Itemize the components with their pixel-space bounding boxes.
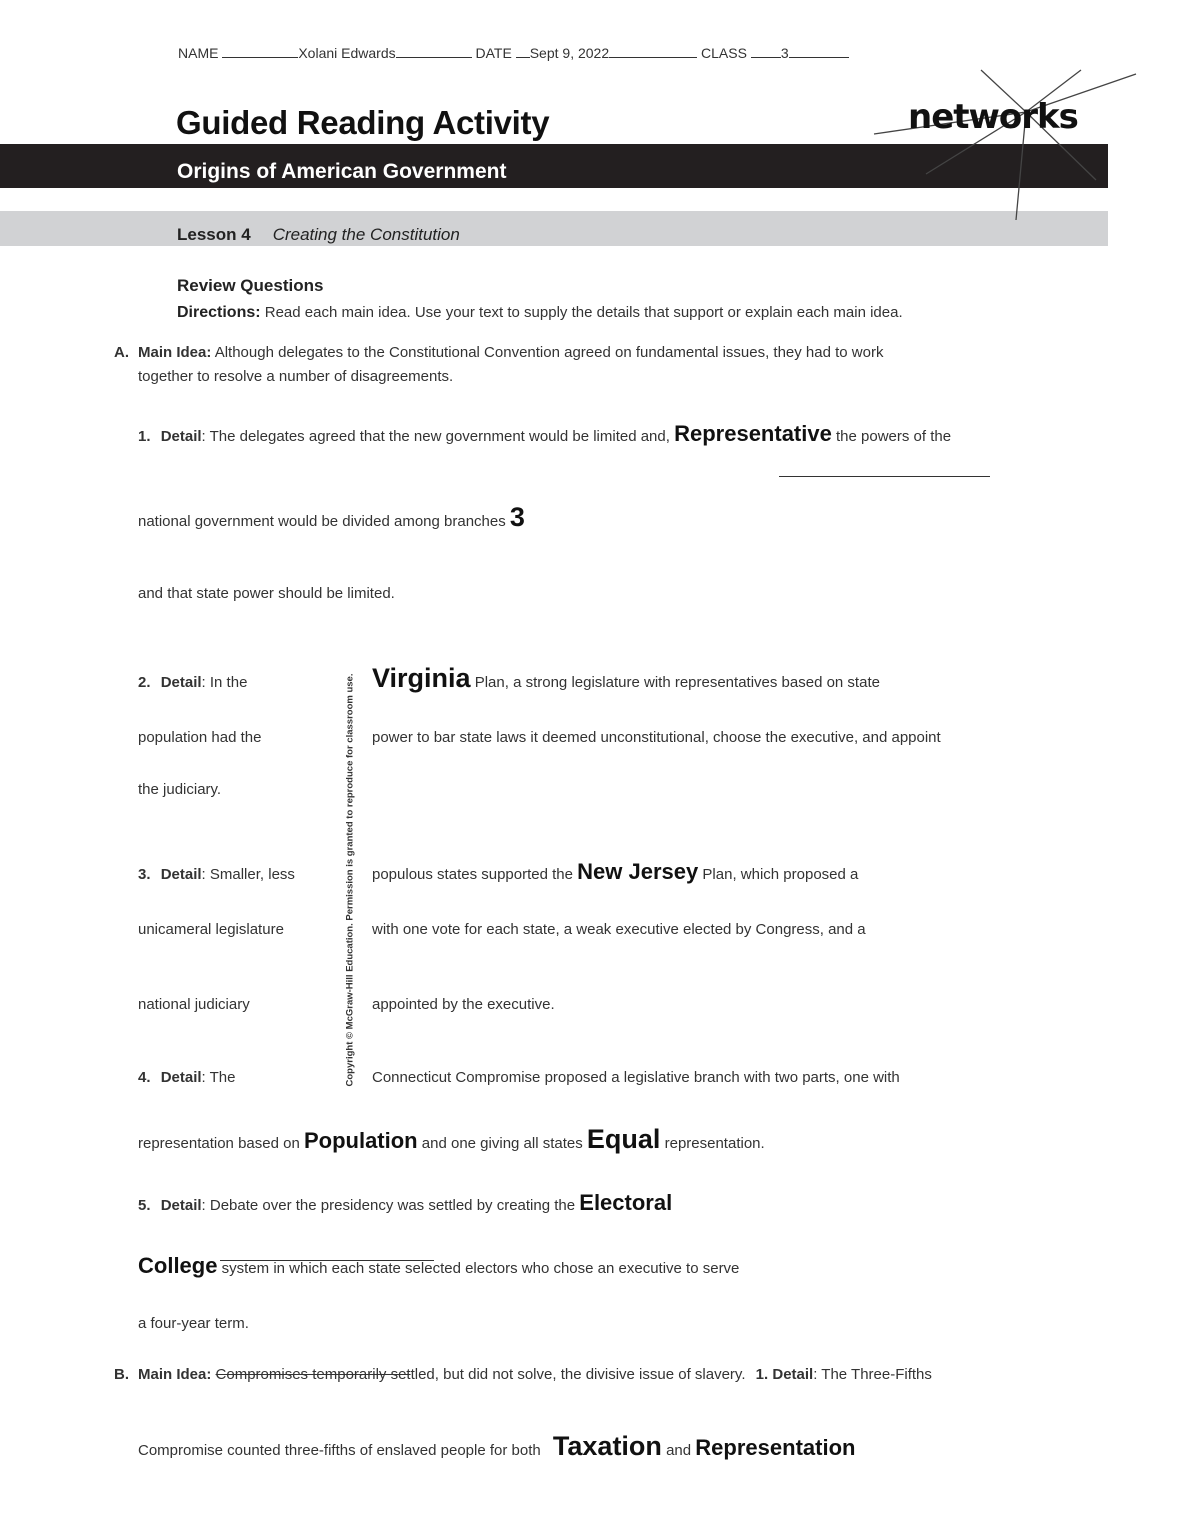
logo-wordmark: networks [908, 97, 1078, 137]
copyright-notice: Copyright © McGraw-Hill Education. Permission is granted to reproduce for classroom use. [344, 673, 356, 1087]
detail-3-right3: appointed by the executive. [372, 996, 555, 1013]
detail-text: representation. [664, 1135, 765, 1152]
directions-text: Read each main idea. Use your text to supply the details that support or explain each main idea. [264, 304, 903, 321]
detail-label: Detail [160, 674, 202, 691]
detail-4-right1: Connecticut Compromise proposed a legislative branch with two parts, one with [372, 1069, 900, 1086]
directions [177, 304, 903, 322]
detail-3-left2: unicameral legislature [138, 921, 284, 938]
detail-label: Detail [160, 428, 202, 445]
detail-4-line2 [138, 1124, 765, 1155]
and-text: and [666, 1442, 692, 1459]
date-label: DATE [475, 45, 512, 61]
answer-electoral[interactable]: Electoral [579, 1190, 673, 1215]
detail-3-left3: national judiciary [138, 996, 250, 1013]
detail-text: representation based on [138, 1135, 300, 1152]
lesson-line [177, 225, 460, 245]
detail-5-line3: a four-year term. [138, 1315, 249, 1332]
answer-taxation[interactable]: Taxation [552, 1431, 662, 1461]
section-b-letter: B. [114, 1366, 129, 1383]
main-idea-text: tled, but did not solve, the divisive issue of slavery. [410, 1366, 746, 1383]
networks-logo [866, 62, 1146, 227]
answer-population[interactable]: Population [303, 1128, 418, 1153]
lesson-name: Creating the Constitution [272, 225, 460, 244]
detail-number: 1. [755, 1366, 769, 1383]
class-label: CLASS [701, 45, 747, 61]
review-heading: Review Questions [177, 276, 324, 295]
name-label: NAME [178, 45, 219, 61]
detail-2-left3: the judiciary. [138, 781, 222, 798]
detail-1-line1 [138, 421, 951, 447]
struck-text: Compromises temporarily set [215, 1366, 411, 1383]
name-field[interactable]: Xolani Edwards [298, 45, 396, 61]
section-b-main-idea [138, 1366, 932, 1383]
directions-label: Directions: [177, 304, 261, 321]
detail-3-right1 [372, 859, 858, 885]
detail-number: 1. [138, 428, 151, 445]
lesson-label: Lesson 4 [177, 225, 251, 244]
answer-three[interactable]: 3 [509, 502, 525, 532]
detail-2-left2: population had the [138, 729, 262, 746]
section-a-main-idea [138, 344, 883, 361]
detail-text: : The delegates agreed that the new government would be limited and, [201, 428, 670, 445]
detail-1-line3: and that state power should be limited. [138, 585, 395, 602]
answer-new-jersey[interactable]: New Jersey [577, 859, 699, 884]
blank-line [779, 476, 990, 477]
detail-2-right2: power to bar state laws it deemed unconstitutional, choose the executive, and appoint [372, 729, 941, 746]
detail-text: : Smaller, less [201, 866, 295, 883]
main-idea-label: Main Idea: [138, 1366, 212, 1383]
answer-representation[interactable]: Representation [695, 1435, 856, 1460]
detail-2-left1 [138, 674, 247, 691]
detail-number: 3. [138, 866, 151, 883]
starburst-lines [874, 70, 1136, 220]
detail-2-right1 [372, 663, 880, 694]
chapter-subtitle: Origins of American Government [177, 160, 507, 183]
detail-text: : In the [201, 674, 248, 691]
answer-representative[interactable]: Representative [674, 421, 832, 446]
detail-label: Detail [160, 1197, 202, 1214]
main-idea-text: Although delegates to the Constitutional Convention agreed on fundamental issues, they had to work [214, 344, 884, 361]
main-idea-label: Main Idea: [138, 344, 212, 361]
detail-label: Detail [160, 866, 202, 883]
detail-4-left1 [138, 1069, 235, 1086]
page-title: Guided Reading Activity [176, 104, 550, 141]
section-a-letter: A. [114, 344, 129, 361]
section-b-line2 [138, 1431, 855, 1462]
class-field[interactable]: 3 [780, 45, 789, 61]
detail-text: Plan, which proposed a [702, 866, 859, 883]
detail-number: 4. [138, 1069, 151, 1086]
answer-equal[interactable]: Equal [586, 1124, 661, 1154]
detail-text: : Debate over the presidency was settled by creating the [201, 1197, 576, 1214]
detail-label: Detail [772, 1366, 814, 1383]
detail-1-line2 [138, 502, 525, 533]
detail-label: Detail [160, 1069, 202, 1086]
detail-text: Compromise counted three-fifths of enslaved people for both [138, 1442, 541, 1459]
detail-text: national government would be divided among branches [138, 513, 506, 530]
detail-5-line2 [138, 1253, 739, 1279]
detail-text: and one giving all states [421, 1135, 583, 1152]
section-a-main-idea-cont: together to resolve a number of disagreements. [138, 368, 454, 385]
detail-number: 2. [138, 674, 151, 691]
detail-3-left1 [138, 866, 295, 883]
date-field[interactable]: Sept 9, 2022 [529, 45, 610, 61]
detail-text: Plan, a strong legislature with representatives based on state [474, 674, 880, 691]
detail-text: the powers of the [836, 428, 952, 445]
detail-text: : The Three-Fifths [813, 1366, 932, 1383]
detail-number: 5. [138, 1197, 151, 1214]
detail-text: populous states supported the [372, 866, 573, 883]
detail-5-line1 [138, 1190, 672, 1216]
detail-text: : The [201, 1069, 236, 1086]
answer-college[interactable]: College [138, 1253, 218, 1278]
answer-virginia[interactable]: Virginia [372, 663, 471, 693]
student-info-line [178, 45, 849, 61]
detail-3-right2: with one vote for each state, a weak executive elected by Congress, and a [372, 921, 866, 938]
detail-text: system in which each state selected electors who chose an executive to serve [221, 1260, 740, 1277]
